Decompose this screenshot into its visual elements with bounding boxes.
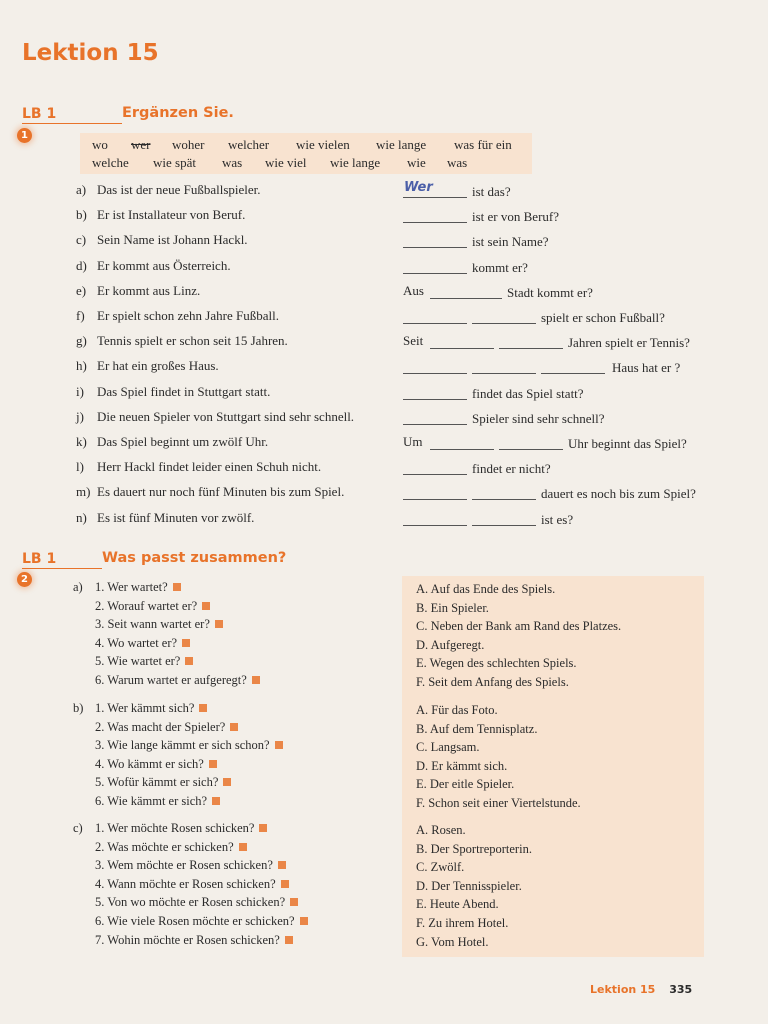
match-question [95, 580, 181, 595]
page-number: 335 [669, 983, 693, 996]
answer-suffix: dauert es noch bis zum Spiel? [541, 486, 696, 502]
answer-blank-line[interactable] [499, 348, 563, 349]
answer-square-icon[interactable] [239, 843, 247, 851]
match-question [95, 914, 308, 929]
answer-blank-line[interactable] [403, 247, 467, 248]
answer-square-icon[interactable] [281, 880, 289, 888]
ex1-number-badge: 1 [17, 128, 32, 143]
match-question-text: 6. Wie viele Rosen möchte er schicken? [95, 914, 295, 928]
answer-blank-line[interactable] [403, 273, 467, 274]
answer-suffix: ist er von Beruf? [472, 209, 560, 225]
match-answer: A. Auf das Ende des Spiels. [416, 582, 556, 596]
answer-blank-line[interactable] [403, 222, 467, 223]
answer-blank-line[interactable] [472, 499, 536, 500]
handwritten-answer: Wer [404, 180, 433, 195]
match-question [95, 720, 238, 735]
answer-blank-line[interactable] [403, 424, 467, 425]
match-question-text: 7. Wohin möchte er Rosen schicken? [95, 932, 280, 947]
answer-suffix: spielt er schon Fußball? [541, 310, 665, 325]
question-letter: e) [76, 282, 87, 298]
word-option: wie spät [153, 155, 196, 170]
answer-suffix: Haus hat er ? [612, 360, 681, 376]
match-question-text: 2. Worauf wartet er? [95, 598, 198, 613]
answer-blank-line[interactable] [430, 348, 494, 349]
page-footer [590, 983, 692, 996]
match-question [95, 599, 210, 614]
question-statement: Es dauert nur noch fünf Minuten bis zum Spiel. [97, 484, 345, 500]
match-question-text: 4. Wo kämmt er sich? [95, 756, 204, 771]
match-answer: E. Heute Abend. [416, 897, 499, 912]
question-letter: f) [76, 308, 85, 323]
word-option: wie vielen [296, 137, 350, 152]
question-letter: m) [76, 484, 91, 500]
answer-blank-line[interactable] [403, 197, 467, 198]
word-option: welche [92, 155, 129, 170]
ex2-number-badge: 2 [17, 572, 32, 587]
match-question [95, 775, 231, 790]
question-letter: d) [76, 257, 87, 273]
answer-blank-line[interactable] [403, 323, 467, 324]
match-question [95, 877, 289, 892]
match-question-text: 3. Seit wann wartet er? [95, 617, 210, 632]
match-question [95, 673, 260, 688]
question-statement: Er kommt aus Österreich. [97, 257, 231, 273]
answer-blank-line[interactable] [499, 449, 563, 450]
answer-suffix: ist sein Name? [472, 234, 549, 250]
answer-square-icon[interactable] [278, 861, 286, 869]
question-letter: j) [76, 408, 84, 424]
answer-suffix: ist das? [472, 184, 511, 199]
page-title: Lektion 15 [22, 40, 159, 66]
question-statement: Sein Name ist Johann Hackl. [97, 232, 248, 248]
match-answer: A. Rosen. [416, 823, 466, 837]
answer-suffix: ist es? [541, 511, 574, 527]
answer-prefix: Seit [403, 333, 424, 349]
match-answer: C. Langsam. [416, 740, 480, 755]
match-answer: D. Er kämmt sich. [416, 758, 508, 773]
match-question [95, 858, 286, 873]
ex1-lb-label: LB 1 [22, 106, 57, 122]
match-question [95, 654, 193, 669]
answer-prefix: Um [403, 434, 423, 449]
match-question-text: 5. Wie wartet er? [95, 654, 181, 669]
match-answer: A. Für das Foto. [416, 703, 498, 717]
answer-blank-line[interactable] [403, 399, 467, 400]
ex2-underline [22, 568, 102, 569]
answer-blank-line[interactable] [430, 449, 494, 450]
question-statement: Tennis spielt er schon seit 15 Jahren. [97, 333, 288, 349]
question-statement: Herr Hackl findet leider einen Schuh nicht. [97, 459, 322, 475]
match-question-text: 3. Wem möchte er Rosen schicken? [95, 858, 273, 873]
match-question-text: 4. Wo wartet er? [95, 635, 178, 650]
match-question-text: 2. Was macht der Spieler? [95, 719, 226, 734]
answer-square-icon[interactable] [223, 778, 231, 786]
match-question [95, 738, 283, 753]
word-option: wie [407, 155, 426, 170]
word-option: was für ein [454, 137, 512, 152]
match-answer: E. Wegen des schlechten Spiels. [416, 656, 577, 671]
word-option: welcher [228, 137, 270, 152]
answer-blank-line[interactable] [472, 323, 536, 324]
match-question [95, 840, 247, 855]
word-option: was [447, 155, 468, 170]
match-answer: F. Zu ihrem Hotel. [416, 916, 509, 930]
answer-blank-line[interactable] [430, 298, 502, 299]
answer-square-icon[interactable] [212, 797, 220, 805]
match-answer: D. Aufgeregt. [416, 637, 485, 652]
word-option: wie viel [265, 155, 307, 170]
word-option: wer [131, 137, 151, 152]
ex1-heading: Ergänzen Sie. [122, 105, 234, 121]
question-statement: Er hat ein großes Haus. [97, 358, 219, 374]
question-statement: Er kommt aus Linz. [97, 282, 201, 298]
answer-blank-line[interactable] [403, 525, 467, 526]
match-answer: D. Der Tennisspieler. [416, 878, 522, 893]
answer-square-icon[interactable] [185, 657, 193, 665]
question-statement: Es ist fünf Minuten vor zwölf. [97, 509, 255, 525]
answer-suffix: Jahren spielt er Tennis? [568, 335, 690, 351]
match-question-text: 1. Wer kämmt sich? [95, 701, 195, 715]
answer-square-icon[interactable] [275, 741, 283, 749]
match-question-text: 6. Warum wartet er aufgeregt? [95, 673, 247, 687]
footer-lesson: Lektion 15 [590, 983, 656, 996]
answer-suffix: findet er nicht? [472, 461, 551, 477]
question-letter: n) [76, 509, 87, 525]
group-letter: b) [73, 701, 84, 715]
match-question-text: 1. Wer wartet? [95, 580, 168, 594]
match-question-text: 1. Wer möchte Rosen schicken? [95, 821, 255, 835]
match-question [95, 794, 220, 809]
answer-square-icon[interactable] [230, 723, 238, 731]
question-letter: k) [76, 434, 87, 449]
group-letter: c) [73, 821, 83, 835]
question-letter: h) [76, 358, 87, 374]
answer-square-icon[interactable] [215, 620, 223, 628]
answer-square-icon[interactable] [259, 824, 267, 832]
match-question [95, 895, 298, 910]
match-answer: B. Der Sportreporterin. [416, 841, 532, 856]
ex1-underline [22, 123, 122, 124]
group-letter: a) [73, 580, 83, 594]
answer-square-icon[interactable] [182, 639, 190, 647]
match-question-text: 5. Wofür kämmt er sich? [95, 775, 219, 790]
answer-square-icon[interactable] [285, 936, 293, 944]
answer-square-icon[interactable] [209, 760, 217, 768]
question-letter: i) [76, 383, 84, 399]
answer-square-icon[interactable] [300, 917, 308, 925]
match-question-text: 3. Wie lange kämmt er sich schon? [95, 738, 270, 753]
match-answer: E. Der eitle Spieler. [416, 777, 515, 792]
question-letter: b) [76, 207, 87, 223]
match-answer: F. Seit dem Anfang des Spiels. [416, 675, 569, 689]
question-statement: Die neuen Spieler von Stuttgart sind sehr schnell. [97, 408, 355, 424]
match-answer: B. Auf dem Tennisplatz. [416, 721, 538, 736]
answer-square-icon[interactable] [173, 583, 181, 591]
answer-suffix: Stadt kommt er? [507, 284, 593, 300]
question-statement: Er ist Installateur von Beruf. [97, 207, 246, 223]
answer-prefix: Aus [403, 282, 424, 298]
match-question [95, 617, 223, 632]
match-question [95, 821, 267, 836]
match-question-text: 5. Von wo möchte er Rosen schicken? [95, 895, 286, 910]
question-statement: Das Spiel beginnt um zwölf Uhr. [97, 434, 269, 449]
match-answer: C. Zwölf. [416, 860, 465, 875]
word-option: was [222, 155, 243, 170]
answer-suffix: Uhr beginnt das Spiel? [568, 436, 687, 451]
question-letter: l) [76, 459, 84, 475]
answer-square-icon[interactable] [252, 676, 260, 684]
question-statement: Das Spiel findet in Stuttgart statt. [97, 383, 271, 399]
question-statement: Er spielt schon zehn Jahre Fußball. [97, 308, 279, 323]
word-option: wo [92, 137, 108, 152]
word-option: wie lange [330, 155, 381, 170]
question-letter: a) [76, 182, 87, 197]
answer-suffix: findet das Spiel statt? [472, 385, 584, 401]
match-question [95, 636, 190, 651]
match-question [95, 933, 293, 948]
question-letter: g) [76, 333, 87, 349]
question-statement: Das ist der neue Fußballspieler. [97, 182, 261, 197]
match-question [95, 757, 217, 772]
answer-blank-line[interactable] [403, 499, 467, 500]
answer-suffix: kommt er? [472, 259, 528, 275]
answer-blank-line[interactable] [472, 373, 536, 374]
answer-blank-line[interactable] [403, 373, 467, 374]
word-option: wie lange [376, 137, 427, 152]
match-question-text: 4. Wann möchte er Rosen schicken? [95, 876, 276, 891]
answer-square-icon[interactable] [290, 898, 298, 906]
match-question-text: 6. Wie kämmt er sich? [95, 794, 208, 808]
answer-square-icon[interactable] [202, 602, 210, 610]
ex2-heading: Was passt zusammen? [102, 550, 287, 566]
match-answer: F. Schon seit einer Viertelstunde. [416, 796, 581, 810]
question-letter: c) [76, 232, 87, 248]
word-option: woher [172, 137, 205, 152]
match-answer: B. Ein Spieler. [416, 600, 489, 615]
answer-square-icon[interactable] [199, 704, 207, 712]
answer-blank-line[interactable] [472, 525, 536, 526]
match-question [95, 701, 207, 716]
ex2-lb-label: LB 1 [22, 551, 57, 567]
answer-blank-line[interactable] [541, 373, 605, 374]
answer-blank-line[interactable] [403, 474, 467, 475]
match-answer: G. Vom Hotel. [416, 934, 489, 949]
match-answer: C. Neben der Bank am Rand des Platzes. [416, 619, 622, 634]
match-question-text: 2. Was möchte er schicken? [95, 839, 234, 854]
answer-suffix: Spieler sind sehr schnell? [472, 410, 605, 426]
